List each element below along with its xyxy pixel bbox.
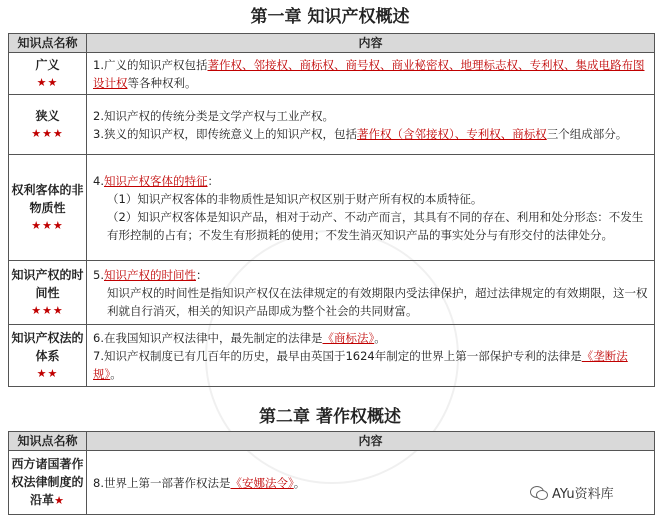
knowledge-point-cell — [9, 95, 87, 155]
content-text: 8.世界上第一部著作权法是 — [93, 475, 231, 490]
brand-name: AYu资料库 — [552, 487, 614, 502]
content-line: （2）知识产权客体是知识产品，相对于动产、不动产而言，其具有不同的存在、利用和处分形态：不发生有形控制的占有；不发生有形损耗的使用；不发生消灭知识产品的事实处分与有形交付的法律处分。 — [107, 209, 644, 242]
highlighted-term: 《垄断法规》 — [93, 348, 628, 381]
knowledge-point-cell — [9, 155, 87, 261]
knowledge-point-cell — [9, 53, 87, 95]
header-knowledge-point: 知识点名称 — [9, 34, 87, 53]
knowledge-point-name: 权利客体的非物质性 — [11, 182, 84, 215]
table-row — [9, 53, 655, 95]
content-line — [93, 347, 648, 383]
table-header-row — [9, 432, 655, 451]
importance-stars: ★★★ — [31, 126, 64, 140]
content-cell — [87, 53, 655, 95]
highlighted-term: 《商标法》 — [322, 330, 375, 345]
content-line — [93, 107, 648, 125]
knowledge-point-name: 知识产权的时间性 — [11, 267, 84, 300]
importance-stars: ★★★ — [31, 218, 64, 232]
knowledge-point-name: 广义 — [35, 57, 60, 72]
content-line — [93, 125, 648, 143]
content-text: 。 — [110, 366, 122, 381]
knowledge-point-name: 知识产权法的体系 — [11, 330, 84, 363]
content-text: 6.在我国知识产权法律中，最先制定的法律是 — [93, 330, 323, 345]
highlighted-term: 著作权、邻接权、商标权、商号权、商业秘密权、地理标志权、专利权、集成电路布图设计权 — [93, 57, 645, 90]
content-text: 2.知识产权的传统分类是文学产权与工业产权。 — [93, 108, 334, 123]
table-row — [9, 95, 655, 155]
highlighted-term: 知识产权客体的特征 — [103, 173, 208, 188]
content-line: 知识产权的时间性是指知识产权仅在法律规定的有效期限内受法律保护，超过法律规定的有效期限，这一权利就自行消灭，相关的知识产品即成为整个社会的共同财富。 — [107, 285, 648, 318]
wechat-icon — [530, 486, 548, 500]
content-line — [93, 56, 648, 92]
highlighted-term: 著作权（含邻接权）、专利权、商标权 — [356, 126, 547, 141]
content-cell — [87, 325, 655, 387]
content-text: ： — [207, 173, 219, 188]
table-row — [9, 261, 655, 325]
knowledge-point-cell — [9, 451, 87, 515]
table-row — [9, 325, 655, 387]
content-cell — [87, 261, 655, 325]
highlighted-term: 《安娜法令》 — [230, 475, 294, 490]
content-line: （1）知识产权客体的非物质性是知识产权区别于财产所有权的本质特征。 — [107, 191, 483, 206]
knowledge-point-name: 西方诸国著作权法律制度的沿革 — [11, 457, 84, 507]
content-text: 3.狭义的知识产权，即传统意义上的知识产权，包括 — [93, 126, 357, 141]
content-text: 4. — [93, 173, 104, 188]
content-line — [93, 266, 648, 284]
chapter-2-table — [8, 431, 655, 515]
knowledge-point-cell — [9, 261, 87, 325]
table-row — [9, 155, 655, 261]
content-text: 7.知识产权制度已有几百年的历史，最早由英国于1624年制定的世界上第一部保护专利的法律是 — [93, 348, 582, 363]
table-header-row — [9, 34, 655, 53]
header-knowledge-point: 知识点名称 — [9, 432, 87, 451]
content-text: 等各种权利。 — [127, 75, 197, 90]
content-text: 5. — [93, 267, 104, 282]
importance-stars: ★★ — [36, 75, 59, 89]
content-cell — [87, 95, 655, 155]
content-text: 1.广义的知识产权包括 — [93, 57, 208, 72]
knowledge-point-name: 狭义 — [35, 108, 60, 123]
importance-stars: ★ — [54, 494, 65, 507]
chapter-1-table — [8, 33, 655, 387]
content-text: 三个组成部分。 — [546, 126, 628, 141]
highlighted-term: 知识产权的时间性 — [103, 267, 196, 282]
content-cell — [87, 155, 655, 261]
importance-stars: ★★★ — [31, 303, 64, 317]
content-text: ： — [195, 267, 208, 282]
content-line — [93, 172, 648, 190]
content-text: 。 — [374, 330, 386, 345]
content-text: 。 — [293, 475, 306, 490]
header-content: 内容 — [87, 432, 655, 451]
knowledge-point-cell — [9, 325, 87, 387]
brand-watermark — [530, 483, 614, 502]
chapter-1-title: 第一章 知识产权概述 — [250, 7, 410, 27]
importance-stars: ★★ — [36, 366, 59, 380]
chapter-2-title: 第二章 著作权概述 — [259, 407, 401, 427]
header-content: 内容 — [87, 34, 655, 53]
content-line — [93, 329, 648, 347]
